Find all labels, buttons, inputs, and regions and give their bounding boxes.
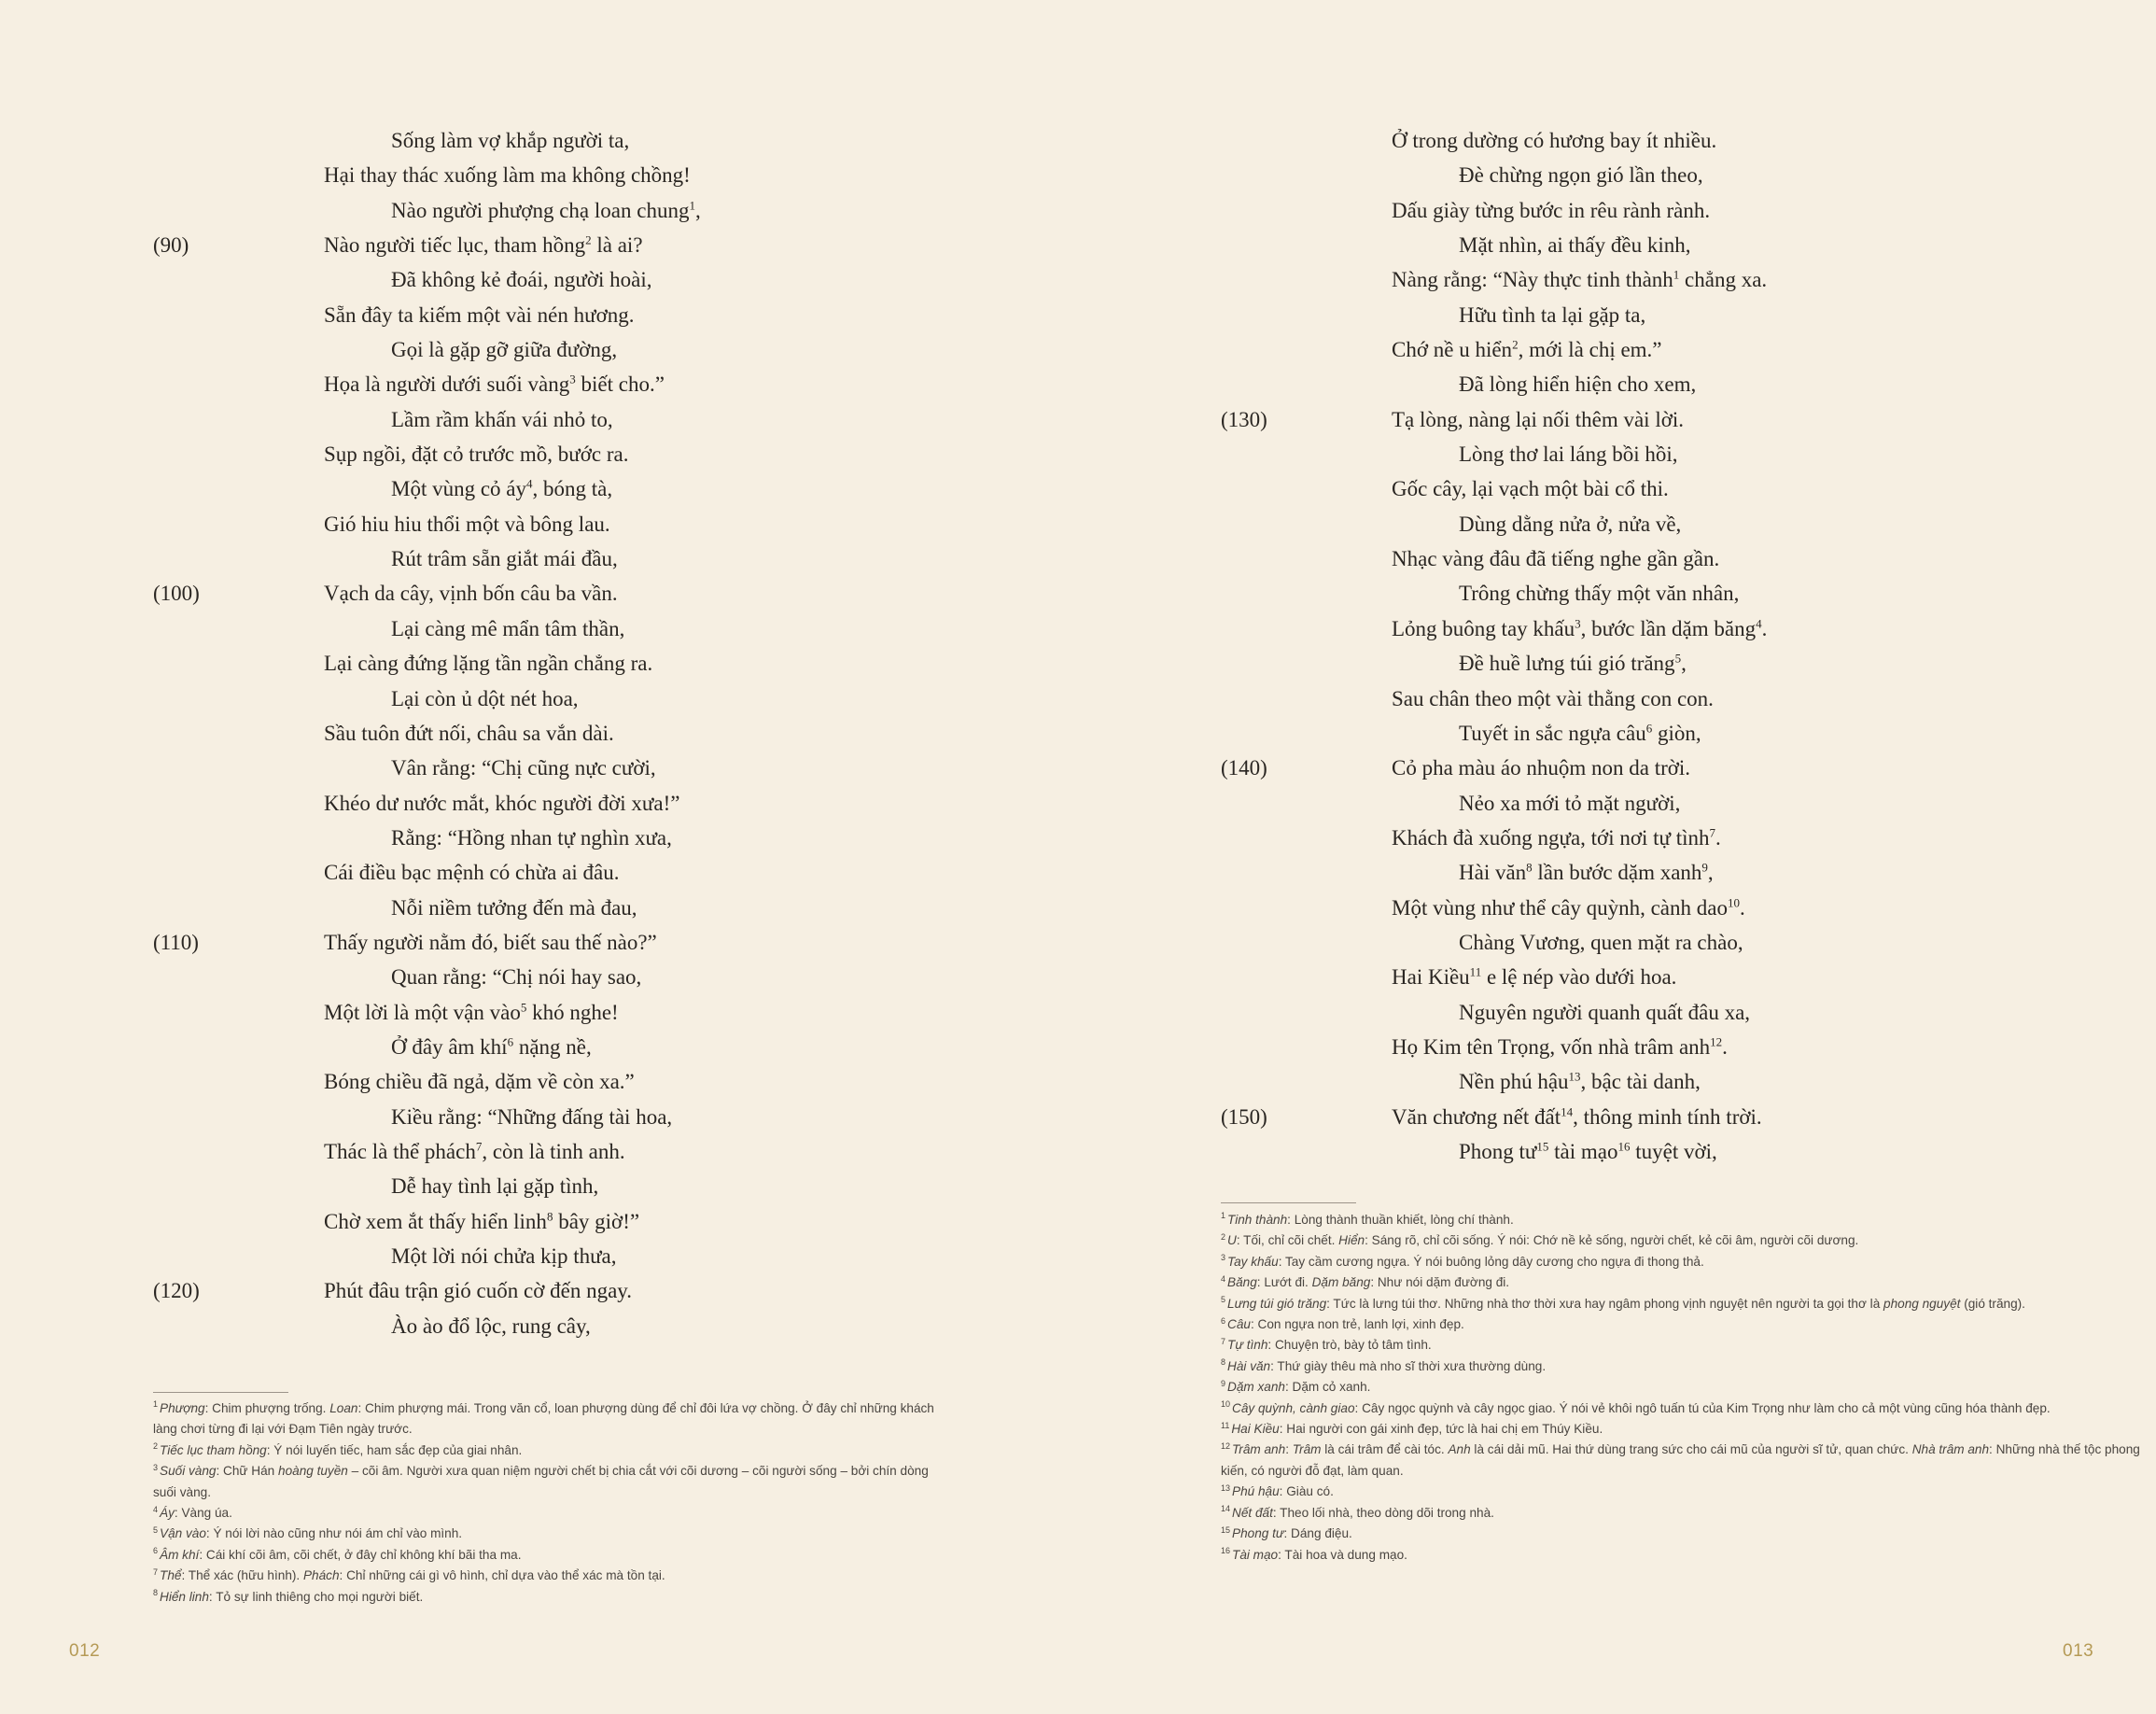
footnote-text: Suối vàng: Chữ Hán hoàng tuyền – cõi âm. Người xưa quan niệm người chết bị chia cắt với cõi dương – cõi người sống – bởi chín dòng suối vàng. [153, 1464, 929, 1499]
footnote-marker: 8 [1526, 860, 1533, 875]
footnote-item [1221, 1294, 2154, 1314]
verse-text: Sống làm vợ khắp người ta, [391, 129, 630, 152]
footnote-item [1221, 1356, 2154, 1377]
footnote-text: Lưng túi gió trăng: Tức là lưng túi thơ. Những nhà thơ thời xưa hay ngâm phong vịnh nguyệt nên người ta gọi thơ là phong nguyệt (gió trăng). [1227, 1296, 2025, 1311]
footnote-item [1221, 1377, 2154, 1398]
verse-text: Rút trâm sẵn giắt mái đầu, [391, 547, 618, 571]
footnote-marker: 4 [526, 476, 533, 491]
line-number: (110) [153, 930, 199, 954]
verse-text: Văn chương nết đất$^{14}$, thông minh tính trời. [1392, 1103, 1762, 1129]
footnote-rule [153, 1392, 288, 1393]
footnote-marker: 8 [546, 1209, 553, 1223]
verse-text: Trông chừng thấy một văn nhân, [1459, 582, 1740, 606]
verse-text: Một vùng cỏ áy$^4$, bóng tà, [391, 476, 613, 501]
footnote-number: 5 [153, 1524, 159, 1535]
verse-text: Sau chân theo một vài thằng con con. [1392, 686, 1714, 710]
line-number: (90) [153, 233, 189, 258]
footnote-item [1221, 1440, 2154, 1482]
footnote-marker: 11 [1469, 964, 1482, 979]
footnote-number: 2 [1221, 1231, 1226, 1242]
footnote-marker: 14 [1561, 1103, 1574, 1118]
footnote-text: Tinh thành: Lòng thành thuần khiết, lòng chí thành. [1227, 1213, 1514, 1227]
verse-text: Hai Kiều$^{11}$ e lệ nép vào dưới hoa. [1392, 964, 1677, 990]
footnote-text: Thể: Thể xác (hữu hình). Phách: Chỉ những cái gì vô hình, chỉ dựa vào thể xác mà tồn tại. [160, 1568, 665, 1583]
verse-text: Quan rằng: “Chị nói hay sao, [391, 965, 642, 990]
footnote-number: 4 [1221, 1273, 1226, 1284]
footnote-rule [1221, 1202, 1356, 1203]
footnote-text: Vận vào: Ý nói lời nào cũng như nói ám chỉ vào mình. [160, 1526, 463, 1541]
verse-text: Hữu tình ta lại gặp ta, [1459, 302, 1646, 327]
verse-text: Một lời là một vận vào$^5$ khó nghe! [324, 999, 619, 1024]
verse-text: Đè chừng ngọn gió lần theo, [1459, 163, 1703, 188]
verse-text: Nào người tiếc lục, tham hồng$^2$ là ai? [324, 232, 643, 258]
footnotes [153, 1398, 937, 1608]
verse-text: Tạ lòng, nàng lại nối thêm vài lời. [1392, 407, 1685, 431]
footnote-item [1221, 1419, 2154, 1440]
verse-text: Phong tư$^{15}$ tài mạo$^{16}$ tuyệt vời, [1459, 1139, 1717, 1163]
footnote-item [1221, 1503, 2154, 1524]
footnote-number: 4 [153, 1504, 159, 1514]
footnote-number: 13 [1221, 1482, 1231, 1493]
verse-text: Nhạc vàng đâu đã tiếng nghe gần gần. [1392, 547, 1720, 571]
footnote-item [1221, 1272, 2154, 1293]
verse-text: Ào ào đổ lộc, rung cây, [391, 1314, 591, 1338]
footnote-number: 5 [1221, 1295, 1226, 1305]
footnote-number: 12 [1221, 1440, 1231, 1451]
footnote-number: 2 [153, 1441, 159, 1452]
footnote-marker: 5 [1674, 651, 1682, 666]
footnote-text: Hài văn: Thứ giày thêu mà nho sĩ thời xưa thường dùng. [1227, 1358, 1547, 1373]
footnote-number: 3 [1221, 1253, 1226, 1263]
verse-text: Đã lòng hiển hiện cho xem, [1459, 372, 1697, 397]
line-number: (140) [1221, 756, 1267, 780]
verse-text: Cỏ pha màu áo nhuộm non da trời. [1392, 756, 1691, 780]
footnote-marker: 10 [1727, 894, 1740, 909]
verse-text: Cái điều bạc mệnh có chừa ai đâu. [324, 861, 620, 885]
footnote-marker: 7 [1709, 825, 1716, 840]
verse-text: Sẵn đây ta kiếm một vài nén hương. [324, 302, 635, 327]
footnote-text: Băng: Lướt đi. Dặm băng: Như nói dặm đường đi. [1227, 1275, 1510, 1290]
verse-text: Sầu tuôn đứt nối, châu sa vắn dài. [324, 721, 614, 745]
verse-text: Vân rằng: “Chị cũng nực cười, [391, 756, 656, 780]
footnote-item [153, 1440, 937, 1461]
verse-text: Tuyết in sắc ngựa câu$^6$ giòn, [1459, 721, 1701, 745]
footnote-item [1221, 1524, 2154, 1544]
footnote-item [153, 1587, 937, 1608]
footnote-text: Cây quỳnh, cành giao: Cây ngọc quỳnh và cây ngọc giao. Ý nói vẻ khôi ngô tuấn tú của Kim Trọng như làm cho cả một vùng cũng hóa thành đẹp. [1232, 1400, 2051, 1415]
page-number: 013 [2063, 1641, 2094, 1661]
footnote-marker: 2 [1512, 337, 1519, 352]
footnote-text: Tài mạo: Tài hoa và dung mạo. [1232, 1547, 1407, 1562]
line-number: (120) [153, 1279, 200, 1303]
footnote-item [153, 1545, 937, 1566]
footnote-text: Tự tình: Chuyện trò, bày tỏ tâm tình. [1227, 1338, 1432, 1353]
line-number: (100) [153, 582, 200, 606]
footnote-number: 8 [153, 1588, 159, 1598]
footnote-text: Dặm xanh: Dặm cỏ xanh. [1227, 1380, 1371, 1395]
verse-text: Đề huề lưng túi gió trăng$^5$, [1459, 651, 1687, 676]
footnote-number: 8 [1221, 1357, 1226, 1368]
verse-text: Lại còn ủ dột nét hoa, [391, 686, 579, 710]
footnote-text: Áy: Vàng úa. [160, 1506, 232, 1521]
footnote-text: U: Tối, chỉ cõi chết. Hiển: Sáng rõ, chỉ cõi sống. Ý nói: Chớ nề kẻ sống, người chết, kẻ cõi âm, người cõi dương. [1227, 1233, 1859, 1248]
footnote-number: 7 [1221, 1336, 1226, 1346]
footnote-marker: 6 [1645, 721, 1653, 736]
verse-text: Khéo dư nước mắt, khóc người đời xưa!” [324, 791, 680, 815]
footnote-marker: 3 [569, 372, 576, 386]
verse-text: Một lời nói chửa kịp thưa, [391, 1244, 617, 1268]
footnote-text: Phong tư: Dáng điệu. [1232, 1526, 1352, 1541]
footnote-text: Câu: Con ngựa non trẻ, lanh lợi, xinh đẹp. [1227, 1317, 1464, 1332]
footnote-number: 9 [1221, 1378, 1226, 1388]
verse-text: Mặt nhìn, ai thấy đều kinh, [1459, 233, 1691, 258]
verse-text: Gốc cây, lại vạch một bài cổ thi. [1392, 477, 1669, 501]
verse-text: Nền phú hậu$^{13}$, bậc tài danh, [1459, 1069, 1701, 1094]
verse-text: Lại càng đứng lặng tần ngần chẳng ra. [324, 652, 653, 676]
footnote-text: Âm khí: Cái khí cõi âm, cõi chết, ở đây chỉ không khí bãi tha ma. [160, 1547, 522, 1562]
verse-text: Ở trong dường có hương bay ít nhiều. [1392, 129, 1717, 152]
verse-text: Lỏng buông tay khấu$^3$, bước lần dặm băng$^4$. [1392, 616, 1768, 640]
footnote-marker: 1 [1673, 267, 1680, 282]
footnote-text: Hiển linh: Tỏ sự linh thiêng cho mọi người biết. [160, 1589, 424, 1604]
footnote-text: Nết đất: Theo lối nhà, theo dòng dõi trong nhà. [1232, 1505, 1494, 1520]
footnote-number: 7 [153, 1566, 159, 1577]
verse-text: Lại càng mê mẩn tâm thần, [391, 616, 625, 640]
footnote-item [1221, 1314, 2154, 1335]
footnote-text: Tiếc lục tham hồng: Ý nói luyến tiếc, ham sắc đẹp của giai nhân. [160, 1442, 523, 1457]
footnote-item [153, 1503, 937, 1524]
verse-text: Dễ hay tình lại gặp tình, [391, 1174, 599, 1199]
verse-text: Kiều rằng: “Những đấng tài hoa, [391, 1104, 673, 1129]
right-page [1078, 0, 2156, 1714]
footnote-item [1221, 1545, 2154, 1566]
footnote-marker: 15 [1536, 1139, 1549, 1154]
footnote-number: 10 [1221, 1399, 1231, 1410]
verse-text: Thác là thể phách$^7$, còn là tinh anh. [324, 1139, 625, 1163]
footnote-marker: 9 [1701, 860, 1708, 875]
footnote-text: Trâm anh: Trâm là cái trâm để cài tóc. Anh là cái dải mũ. Hai thứ dùng trang sức cho cái mũ của người sĩ tử, quan chức. Nhà trâm anh: Những nhà thế tộc phong kiến, có người đỗ đạt, làm quan. [1221, 1442, 2140, 1478]
footnote-text: Hai Kiều: Hai người con gái xinh đẹp, tức là hai chị em Thúy Kiều. [1231, 1422, 1603, 1437]
verse-text: Khách đà xuống ngựa, tới nơi tự tình$^7$. [1392, 825, 1721, 850]
verse-text: Lòng thơ lai láng bồi hồi, [1459, 443, 1678, 467]
footnote-marker: 7 [475, 1139, 483, 1154]
footnote-marker: 6 [507, 1034, 514, 1049]
verse-text: Chờ xem ắt thấy hiển linh$^8$ bây giờ!” [324, 1209, 640, 1233]
page-number: 012 [69, 1641, 101, 1661]
footnote-marker: 4 [1756, 616, 1762, 631]
verse-text: Nẻo xa mới tỏ mặt người, [1459, 791, 1681, 815]
footnote-item [153, 1461, 937, 1503]
verse-text: Chàng Vương, quen mặt ra chào, [1459, 930, 1743, 954]
footnote-item [1221, 1230, 2154, 1251]
verse-text: Phút đâu trận gió cuốn cờ đến ngay. [324, 1279, 633, 1303]
footnote-number: 16 [1221, 1545, 1231, 1555]
verse-text: Thấy người nằm đó, biết sau thế nào?” [324, 930, 657, 954]
footnote-item [1221, 1398, 2154, 1419]
footnote-marker: 16 [1617, 1139, 1631, 1154]
verse-text: Nàng rằng: “Này thực tinh thành$^1$ chẳng xa. [1392, 267, 1768, 292]
verse-text: Sụp ngồi, đặt cỏ trước mồ, bước ra. [324, 443, 629, 467]
verse-text: Bóng chiều đã ngả, dặm về còn xa.” [324, 1070, 635, 1094]
footnote-text: Phượng: Chim phượng trống. Loan: Chim phượng mái. Trong văn cổ, loan phượng dùng để chỉ đôi lứa vợ chồng. Ở đây chỉ những khách làng chơi từng đi lại với Đạm Tiên ngày trước. [153, 1401, 934, 1437]
verse-text: Ở đây âm khí$^6$ nặng nề, [391, 1034, 592, 1059]
verse-text: Họa là người dưới suối vàng$^3$ biết cho.” [324, 372, 665, 397]
footnote-item [1221, 1210, 2154, 1230]
footnote-number: 1 [153, 1399, 159, 1410]
footnote-item [1221, 1252, 2154, 1272]
verse-text: Đã không kẻ đoái, người hoài, [391, 268, 652, 292]
verse-text: Nào người phượng chạ loan chung$^1$, [391, 198, 701, 222]
verse-text: Dùng dằng nửa ở, nửa về, [1459, 512, 1682, 536]
footnote-item [153, 1398, 937, 1440]
verse-text: Dấu giày từng bước in rêu rành rành. [1392, 198, 1711, 222]
verse-text: Rằng: “Hồng nhan tự nghìn xưa, [391, 825, 672, 850]
footnote-item [1221, 1482, 2154, 1502]
footnote-number: 14 [1221, 1504, 1231, 1514]
footnote-number: 6 [153, 1546, 159, 1556]
footnote-marker: 5 [520, 999, 527, 1014]
footnote-number: 6 [1221, 1315, 1226, 1326]
footnote-text: Phú hậu: Giàu có. [1232, 1484, 1334, 1499]
line-number: (130) [1221, 407, 1267, 431]
footnote-marker: 12 [1710, 1034, 1723, 1049]
verse-text: Họ Kim tên Trọng, vốn nhà trâm anh$^{12}$. [1392, 1034, 1728, 1059]
footnote-number: 15 [1221, 1524, 1231, 1535]
footnote-marker: 2 [585, 232, 592, 247]
footnote-text: Tay khấu: Tay cầm cương ngựa. Ý nói buông lỏng dây cương cho ngựa đi thong thả. [1227, 1254, 1704, 1269]
verse-text: Nỗi niềm tưởng đến mà đau, [391, 895, 637, 920]
footnote-item [1221, 1335, 2154, 1356]
footnote-item [153, 1524, 937, 1544]
footnote-marker: 1 [689, 198, 695, 213]
footnote-marker: 3 [1575, 616, 1581, 631]
verse-text: Một vùng như thể cây quỳnh, cành dao$^{10}$. [1392, 894, 1745, 920]
verse-text: Lầm rầm khấn vái nhỏ to, [391, 407, 613, 431]
verse-text: Gọi là gặp gỡ giữa đường, [391, 338, 618, 362]
footnote-marker: 13 [1568, 1069, 1581, 1084]
verse-text: Hài văn$^8$ lần bước dặm xanh$^9$, [1459, 860, 1714, 885]
verse-text: Vạch da cây, vịnh bốn câu ba vần. [324, 582, 618, 606]
footnote-number: 11 [1221, 1420, 1230, 1430]
footnote-item [153, 1566, 937, 1586]
verse-text: Hại thay thác xuống làm ma không chồng! [324, 163, 691, 188]
line-number: (150) [1221, 1104, 1267, 1129]
verse-text: Chớ nề u hiển$^2$, mới là chị em.” [1392, 337, 1662, 362]
verse-text: Gió hiu hiu thổi một và bông lau. [324, 512, 610, 536]
footnote-number: 3 [153, 1462, 159, 1472]
footnote-number: 1 [1221, 1211, 1226, 1221]
footnotes [1221, 1210, 2154, 1566]
verse-text: Nguyên người quanh quất đâu xa, [1459, 1000, 1751, 1024]
